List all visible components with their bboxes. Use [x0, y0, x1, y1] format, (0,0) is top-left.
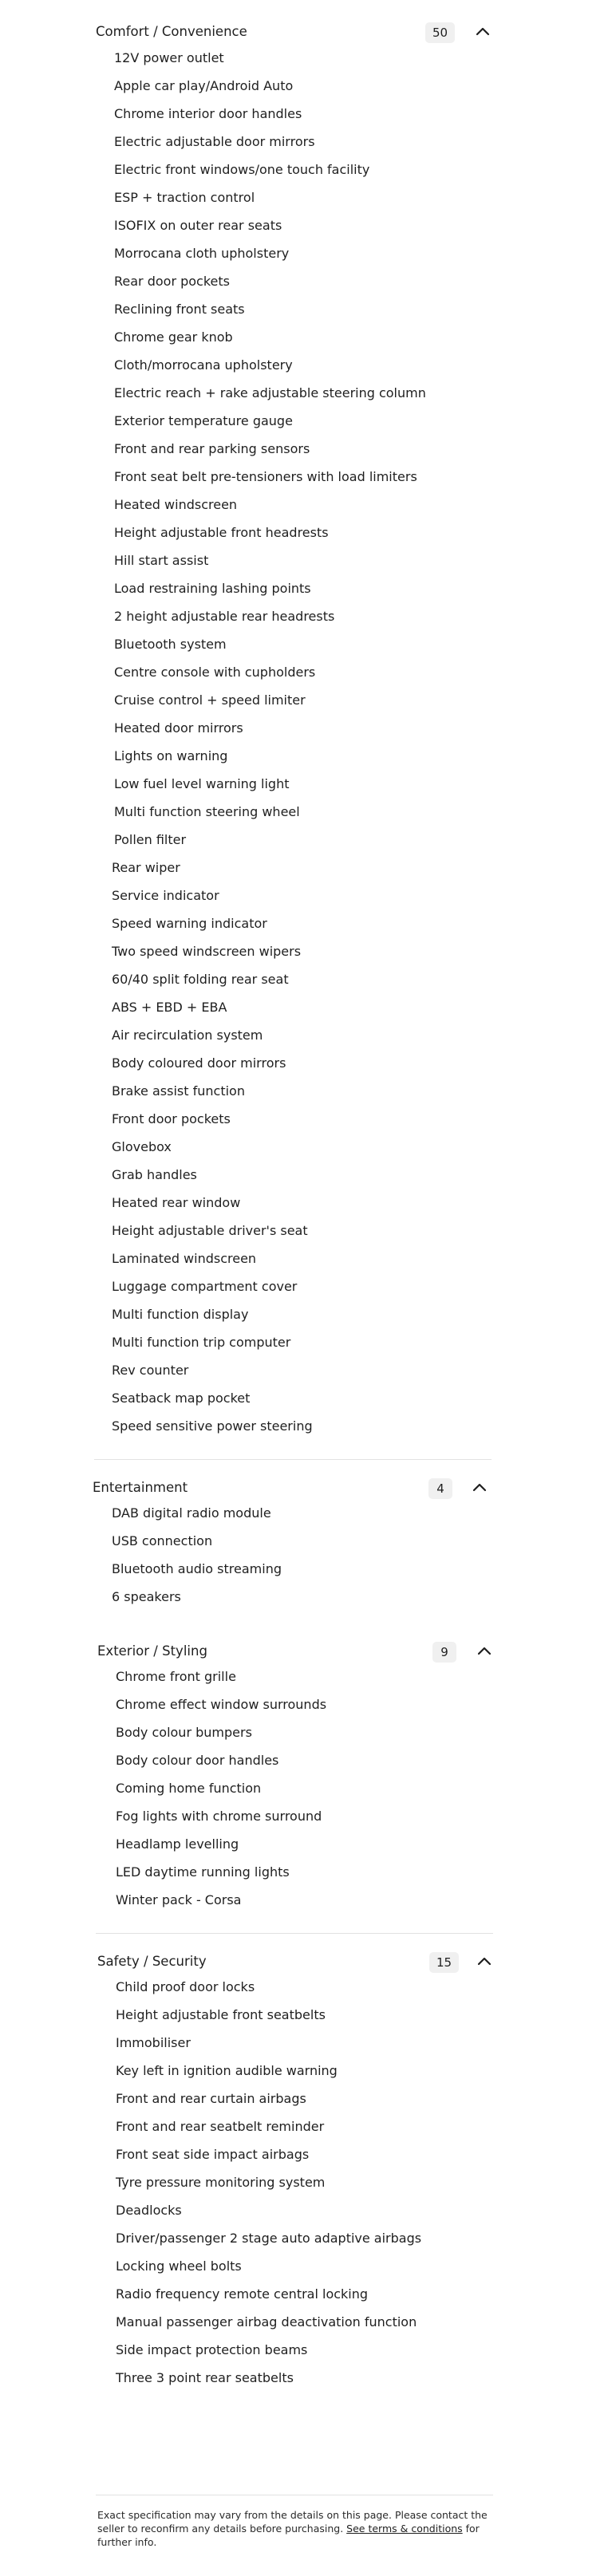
feature-item: ABS + EBD + EBA	[112, 1000, 227, 1015]
feature-item: Body colour door handles	[116, 1753, 279, 1768]
item-count-badge: 4	[428, 1478, 452, 1499]
terms-and-conditions-link[interactable]: See terms & conditions	[346, 2523, 463, 2535]
feature-item: Apple car play/Android Auto	[114, 78, 294, 93]
chevron-up-icon[interactable]	[475, 1952, 494, 1971]
feature-item: Cloth/morrocana upholstery	[114, 357, 293, 373]
feature-item: ESP + traction control	[114, 190, 255, 205]
section-title: Entertainment	[93, 1480, 188, 1495]
item-count-badge: 9	[432, 1642, 456, 1663]
feature-item: Multi function display	[112, 1307, 249, 1322]
feature-item: Hill start assist	[114, 553, 209, 568]
feature-item: Luggage compartment cover	[112, 1279, 298, 1294]
feature-item: Heated rear window	[112, 1195, 241, 1210]
section-header-exterior[interactable]	[0, 1635, 612, 1667]
item-count-badge: 50	[425, 22, 455, 43]
section-title: Comfort / Convenience	[96, 24, 247, 39]
feature-item: Key left in ignition audible warning	[116, 2063, 338, 2078]
feature-item: Multi function trip computer	[112, 1335, 291, 1350]
feature-item: Morrocana cloth upholstery	[114, 246, 290, 261]
section-title: Exterior / Styling	[97, 1643, 207, 1659]
feature-item: DAB digital radio module	[112, 1505, 271, 1521]
item-count-badge: 15	[429, 1952, 459, 1973]
feature-item: Multi function steering wheel	[114, 804, 300, 819]
feature-item: Electric adjustable door mirrors	[114, 134, 315, 149]
feature-item: Coming home function	[116, 1781, 262, 1796]
specification-disclaimer	[97, 2508, 512, 2549]
section-title: Safety / Security	[97, 1954, 207, 1969]
feature-item: Front and rear seatbelt reminder	[116, 2119, 325, 2134]
feature-item: Load restraining lashing points	[114, 581, 311, 596]
feature-item: 2 height adjustable rear headrests	[114, 609, 335, 624]
feature-item: Body coloured door mirrors	[112, 1055, 286, 1071]
feature-item: Chrome effect window surrounds	[116, 1697, 327, 1712]
feature-item: Heated door mirrors	[114, 720, 243, 736]
feature-item: 12V power outlet	[114, 50, 224, 65]
feature-item: Driver/passenger 2 stage auto adaptive airbags	[116, 2231, 422, 2246]
feature-item: 60/40 split folding rear seat	[112, 972, 289, 987]
feature-item: Tyre pressure monitoring system	[116, 2175, 326, 2190]
feature-item: Low fuel level warning light	[114, 776, 290, 791]
feature-item: Front and rear curtain airbags	[116, 2091, 306, 2106]
disclaimer-text: Exact specification may vary from the details on this page. Please contact the seller to reconfirm any details before purchasing.	[97, 2509, 488, 2535]
chevron-up-icon[interactable]	[475, 1642, 494, 1661]
feature-item: Headlamp levelling	[116, 1836, 239, 1852]
chevron-up-icon[interactable]	[473, 22, 492, 41]
feature-item: LED daytime running lights	[116, 1864, 290, 1880]
feature-item: Three 3 point rear seatbelts	[116, 2370, 294, 2385]
feature-item: Bluetooth audio streaming	[112, 1561, 282, 1576]
feature-item: Service indicator	[112, 888, 219, 903]
feature-item: Child proof door locks	[116, 1979, 255, 1994]
feature-item: Two speed windscreen wipers	[112, 944, 302, 959]
chevron-up-icon[interactable]	[470, 1478, 489, 1497]
feature-item: Rear wiper	[112, 860, 180, 875]
feature-item: Front and rear parking sensors	[114, 441, 310, 456]
feature-item: Heated windscreen	[114, 497, 238, 512]
feature-item: Grab handles	[112, 1167, 197, 1182]
feature-item: Winter pack - Corsa	[116, 1892, 242, 1907]
feature-item: Pollen filter	[114, 832, 187, 847]
feature-item: Side impact protection beams	[116, 2342, 308, 2357]
feature-item: Electric reach + rake adjustable steering column	[114, 385, 426, 400]
section-header-safety[interactable]	[0, 1946, 612, 1978]
feature-item: Deadlocks	[116, 2203, 182, 2218]
feature-item: Body colour bumpers	[116, 1725, 252, 1740]
feature-item: Height adjustable driver's seat	[112, 1223, 308, 1238]
feature-item: Locking wheel bolts	[116, 2258, 242, 2274]
feature-item: Speed sensitive power steering	[112, 1418, 313, 1434]
feature-item: Exterior temperature gauge	[114, 413, 293, 428]
feature-item: Rev counter	[112, 1363, 189, 1378]
feature-item: Immobiliser	[116, 2035, 191, 2050]
section-divider	[96, 1933, 493, 1934]
feature-item: Glovebox	[112, 1139, 172, 1154]
feature-item: ISOFIX on outer rear seats	[114, 218, 282, 233]
section-divider	[94, 1459, 492, 1460]
section-header-comfort[interactable]	[0, 16, 612, 48]
feature-item: Front seat belt pre-tensioners with load limiters	[114, 469, 417, 484]
feature-item: Front door pockets	[112, 1111, 231, 1126]
feature-item: Fog lights with chrome surround	[116, 1809, 322, 1824]
feature-item: 6 speakers	[112, 1589, 181, 1604]
feature-item: Reclining front seats	[114, 302, 245, 317]
feature-item: Speed warning indicator	[112, 916, 267, 931]
feature-item: Height adjustable front seatbelts	[116, 2007, 326, 2022]
disclaimer-text-end: for further info.	[97, 2523, 480, 2548]
feature-item: Seatback map pocket	[112, 1391, 251, 1406]
feature-item: Chrome gear knob	[114, 329, 233, 345]
feature-item: Manual passenger airbag deactivation function	[116, 2314, 417, 2329]
feature-item: Bluetooth system	[114, 637, 227, 652]
section-header-entertainment[interactable]	[0, 1472, 612, 1504]
feature-item: Chrome interior door handles	[114, 106, 302, 121]
feature-item: Radio frequency remote central locking	[116, 2286, 369, 2302]
feature-item: Laminated windscreen	[112, 1251, 257, 1266]
feature-item: Air recirculation system	[112, 1028, 263, 1043]
feature-item: Electric front windows/one touch facility	[114, 162, 370, 177]
feature-item: Chrome front grille	[116, 1669, 236, 1684]
feature-item: Centre console with cupholders	[114, 665, 316, 680]
feature-item: Height adjustable front headrests	[114, 525, 329, 540]
feature-item: Front seat side impact airbags	[116, 2147, 310, 2162]
feature-item: Rear door pockets	[114, 274, 230, 289]
feature-item: Cruise control + speed limiter	[114, 692, 306, 708]
feature-item: Lights on warning	[114, 748, 228, 763]
feature-item: Brake assist function	[112, 1083, 245, 1099]
feature-item: USB connection	[112, 1533, 213, 1548]
